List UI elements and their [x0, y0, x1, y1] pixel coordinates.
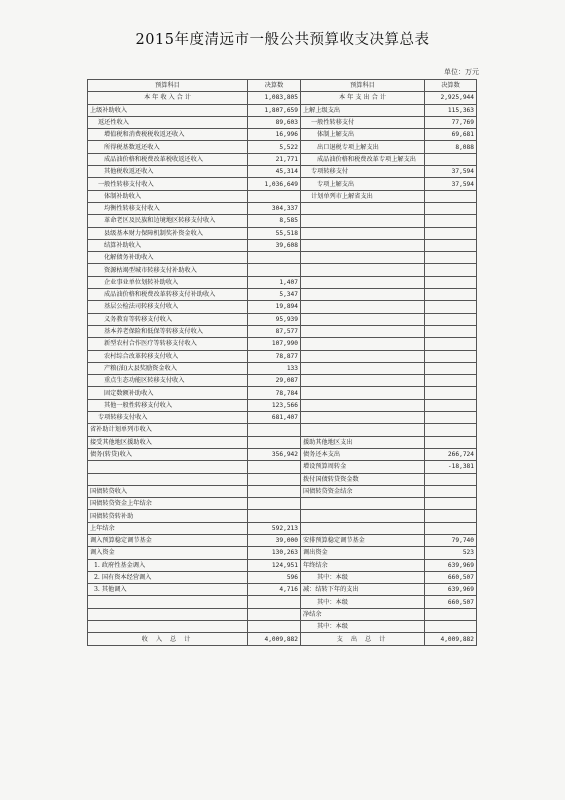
income-amount: 123,566	[248, 399, 301, 411]
income-amount: 87,577	[248, 325, 301, 337]
table-row	[88, 289, 477, 301]
income-item: 重点生态功能区转移支付收入	[88, 375, 248, 387]
income-item: 产粮(油)大县奖励资金收入	[88, 362, 248, 374]
expense-amount: 639,969	[425, 584, 477, 596]
expense-amount: 115,363	[425, 104, 477, 116]
table-row	[88, 338, 477, 350]
income-amount	[248, 608, 301, 620]
income-total-amount: 4,009,882	[248, 633, 301, 645]
income-item: 省补助计划单列市收入	[88, 424, 248, 436]
income-amount: 89,603	[248, 116, 301, 128]
income-amount: 133	[248, 362, 301, 374]
income-item: 基本养老保险和低保等转移支付收入	[88, 325, 248, 337]
table-row	[88, 129, 477, 141]
income-item: 企业事业单位划转补助收入	[88, 276, 248, 288]
table-row	[88, 350, 477, 362]
table-row	[88, 412, 477, 424]
income-item: 1. 政府性基金调入	[88, 559, 248, 571]
expense-amount	[425, 485, 477, 497]
income-amount	[248, 485, 301, 497]
expense-amount: 77,769	[425, 116, 477, 128]
expense-amount	[425, 153, 477, 165]
table-row	[88, 301, 477, 313]
income-item	[88, 473, 248, 485]
table-row	[88, 510, 477, 522]
expense-amount	[425, 621, 477, 633]
expense-item: 债务还本支出	[301, 448, 425, 460]
income-item: 国债转贷收入	[88, 485, 248, 497]
table-row	[88, 424, 477, 436]
table-row	[88, 313, 477, 325]
income-amount	[248, 436, 301, 448]
income-amount	[248, 264, 301, 276]
income-item: 本 年 收 入 合 计	[88, 92, 248, 104]
income-item: 其他税收返还收入	[88, 166, 248, 178]
expense-amount	[425, 473, 477, 485]
expense-item: 安排预算稳定调节基金	[301, 534, 425, 546]
totals-row	[88, 633, 477, 645]
expense-amount	[425, 264, 477, 276]
expense-item	[301, 387, 425, 399]
income-item	[88, 608, 248, 620]
income-amount: 55,518	[248, 227, 301, 239]
expense-item: 计划单列市上解省支出	[301, 190, 425, 202]
table-row	[88, 178, 477, 190]
expense-item: 净结余	[301, 608, 425, 620]
income-amount: 78,877	[248, 350, 301, 362]
income-total-label: 收 入 总 计	[88, 633, 248, 645]
income-amount: 39,000	[248, 534, 301, 546]
table-row	[88, 362, 477, 374]
expense-amount: 660,507	[425, 596, 477, 608]
table-row	[88, 498, 477, 510]
income-amount	[248, 473, 301, 485]
income-amount: 78,784	[248, 387, 301, 399]
expense-item	[301, 215, 425, 227]
expense-amount	[425, 412, 477, 424]
expense-item	[301, 375, 425, 387]
income-amount	[248, 461, 301, 473]
income-amount: 107,990	[248, 338, 301, 350]
table-row	[88, 375, 477, 387]
expense-item	[301, 522, 425, 534]
expense-amount	[425, 215, 477, 227]
expense-item	[301, 202, 425, 214]
table-row	[88, 547, 477, 559]
table-row	[88, 215, 477, 227]
income-amount	[248, 190, 301, 202]
income-item: 上级补助收入	[88, 104, 248, 116]
table-row	[88, 571, 477, 583]
expense-item	[301, 510, 425, 522]
income-item: 结算补助收入	[88, 239, 248, 251]
income-item: 成品油价格和税费改革转移支付补助收入	[88, 289, 248, 301]
expense-item: 成品油价格和税费改革专项上解支出	[301, 153, 425, 165]
expense-item	[301, 362, 425, 374]
expense-amount: 79,740	[425, 534, 477, 546]
table-row	[88, 252, 477, 264]
income-amount: 45,314	[248, 166, 301, 178]
income-amount: 1,407	[248, 276, 301, 288]
table-row	[88, 325, 477, 337]
expense-amount: 523	[425, 547, 477, 559]
expense-item: 增设预算周转金	[301, 461, 425, 473]
expense-item	[301, 264, 425, 276]
income-item: 返还性收入	[88, 116, 248, 128]
expense-total-label: 支 出 总 计	[301, 633, 425, 645]
expense-amount	[425, 239, 477, 251]
table-row	[88, 190, 477, 202]
expense-item	[301, 350, 425, 362]
header-expense-amount: 决算数	[425, 80, 477, 92]
income-amount	[248, 424, 301, 436]
income-amount: 8,585	[248, 215, 301, 227]
expense-amount	[425, 338, 477, 350]
table-row	[88, 153, 477, 165]
table-row	[88, 276, 477, 288]
income-amount: 1,083,805	[248, 92, 301, 104]
income-item: 专项转移支付收入	[88, 412, 248, 424]
expense-item	[301, 498, 425, 510]
table-row	[88, 227, 477, 239]
expense-amount	[425, 190, 477, 202]
expense-item: 援助其他地区支出	[301, 436, 425, 448]
expense-amount	[425, 227, 477, 239]
income-item: 一般性转移支付收入	[88, 178, 248, 190]
expense-item: 上解上级支出	[301, 104, 425, 116]
income-amount: 19,894	[248, 301, 301, 313]
income-item: 债务(转贷)收入	[88, 448, 248, 460]
table-row	[88, 596, 477, 608]
income-amount: 39,608	[248, 239, 301, 251]
income-item: 资源枯竭型城市转移支付补助收入	[88, 264, 248, 276]
table-row	[88, 461, 477, 473]
expense-amount	[425, 362, 477, 374]
income-item: 县级基本财力保障机制奖补资金收入	[88, 227, 248, 239]
income-item: 调入预算稳定调节基金	[88, 534, 248, 546]
expense-item: 专项上解支出	[301, 178, 425, 190]
expense-item	[301, 289, 425, 301]
income-amount	[248, 596, 301, 608]
expense-item: 减：结转下年的支出	[301, 584, 425, 596]
income-amount: 1,036,649	[248, 178, 301, 190]
income-amount: 1,807,659	[248, 104, 301, 116]
expense-amount: -18,381	[425, 461, 477, 473]
table-row	[88, 473, 477, 485]
table-row	[88, 522, 477, 534]
expense-item: 本 年 支 出 合 计	[301, 92, 425, 104]
table-row	[88, 559, 477, 571]
expense-amount	[425, 608, 477, 620]
table-row	[88, 387, 477, 399]
table-row	[88, 202, 477, 214]
expense-amount: 8,088	[425, 141, 477, 153]
expense-amount	[425, 252, 477, 264]
table-row	[88, 239, 477, 251]
expense-amount: 37,594	[425, 178, 477, 190]
income-item	[88, 621, 248, 633]
table-row	[88, 608, 477, 620]
income-item: 农村综合改革转移支付收入	[88, 350, 248, 362]
income-item: 革命老区及民族和边境地区转移支付收入	[88, 215, 248, 227]
income-amount: 21,771	[248, 153, 301, 165]
income-item: 固定数额补助收入	[88, 387, 248, 399]
expense-item	[301, 276, 425, 288]
expense-amount: 266,724	[425, 448, 477, 460]
table-row	[88, 485, 477, 497]
table-header-row	[88, 80, 477, 92]
expense-total-amount: 4,009,882	[425, 633, 477, 645]
expense-item: 体制上解支出	[301, 129, 425, 141]
income-item: 成品油价格和税费改革税收返还收入	[88, 153, 248, 165]
expense-item	[301, 239, 425, 251]
expense-item: 其中：本级	[301, 621, 425, 633]
income-amount: 5,347	[248, 289, 301, 301]
table-row	[88, 104, 477, 116]
income-amount: 29,087	[248, 375, 301, 387]
expense-item: 调出资金	[301, 547, 425, 559]
expense-amount: 37,594	[425, 166, 477, 178]
table-row	[88, 621, 477, 633]
expense-item	[301, 338, 425, 350]
income-amount: 124,951	[248, 559, 301, 571]
income-item: 调入资金	[88, 547, 248, 559]
expense-item: 年终结余	[301, 559, 425, 571]
income-item: 国债转贷转补助	[88, 510, 248, 522]
table-row	[88, 141, 477, 153]
expense-item: 其中：本级	[301, 596, 425, 608]
income-amount: 681,407	[248, 412, 301, 424]
expense-item: 出口退税专项上解支出	[301, 141, 425, 153]
income-item: 上年结余	[88, 522, 248, 534]
income-amount: 95,939	[248, 313, 301, 325]
header-income-amount: 决算数	[248, 80, 301, 92]
expense-item: 专项转移支付	[301, 166, 425, 178]
expense-amount	[425, 325, 477, 337]
income-amount	[248, 498, 301, 510]
expense-amount	[425, 510, 477, 522]
expense-amount	[425, 424, 477, 436]
header-expense-item: 预算科目	[301, 80, 425, 92]
expense-item	[301, 252, 425, 264]
expense-amount	[425, 289, 477, 301]
table-row	[88, 584, 477, 596]
expense-item: 一般性转移支付	[301, 116, 425, 128]
expense-amount: 2,925,944	[425, 92, 477, 104]
expense-amount	[425, 313, 477, 325]
income-amount: 356,942	[248, 448, 301, 460]
income-item: 所得税基数返还收入	[88, 141, 248, 153]
income-item: 体制补助收入	[88, 190, 248, 202]
expense-amount: 69,681	[425, 129, 477, 141]
expense-item	[301, 412, 425, 424]
header-income-item: 预算科目	[88, 80, 248, 92]
income-item: 2. 国有资本经营调入	[88, 571, 248, 583]
income-amount: 596	[248, 571, 301, 583]
expense-item: 其中：本级	[301, 571, 425, 583]
table-row	[88, 264, 477, 276]
income-amount: 304,337	[248, 202, 301, 214]
income-item: 接受其他地区援助收入	[88, 436, 248, 448]
expense-amount	[425, 350, 477, 362]
expense-amount	[425, 202, 477, 214]
expense-amount	[425, 522, 477, 534]
table-row	[88, 534, 477, 546]
income-item: 均衡性转移支付收入	[88, 202, 248, 214]
income-amount: 130,263	[248, 547, 301, 559]
budget-table	[87, 79, 477, 646]
expense-amount: 639,969	[425, 559, 477, 571]
expense-item	[301, 313, 425, 325]
expense-item	[301, 399, 425, 411]
table-row	[88, 399, 477, 411]
income-item: 基层公检法司转移支付收入	[88, 301, 248, 313]
expense-amount	[425, 436, 477, 448]
expense-item: 拨付国债转贷资金数	[301, 473, 425, 485]
income-item: 其他一般性转移支付收入	[88, 399, 248, 411]
expense-item	[301, 227, 425, 239]
expense-item	[301, 424, 425, 436]
table-row	[88, 166, 477, 178]
table-row	[88, 436, 477, 448]
table-row	[88, 116, 477, 128]
table-row	[88, 92, 477, 104]
expense-amount	[425, 276, 477, 288]
income-item	[88, 596, 248, 608]
income-item: 化解债务补助收入	[88, 252, 248, 264]
unit-label: 单位：万元	[444, 68, 479, 76]
income-item: 3. 其他调入	[88, 584, 248, 596]
income-item: 新型农村合作医疗等转移支付收入	[88, 338, 248, 350]
income-item: 国债转贷资金上年结余	[88, 498, 248, 510]
expense-amount	[425, 387, 477, 399]
page-title: 2015年度清远市一般公共预算收支决算总表	[135, 32, 430, 48]
expense-amount	[425, 301, 477, 313]
expense-item	[301, 325, 425, 337]
income-amount: 592,213	[248, 522, 301, 534]
income-amount	[248, 621, 301, 633]
income-amount: 4,716	[248, 584, 301, 596]
expense-amount	[425, 498, 477, 510]
income-item: 义务教育等转移支付收入	[88, 313, 248, 325]
income-amount: 5,522	[248, 141, 301, 153]
income-item	[88, 461, 248, 473]
expense-amount	[425, 375, 477, 387]
expense-item	[301, 301, 425, 313]
expense-item: 国债转贷资金结余	[301, 485, 425, 497]
expense-amount	[425, 399, 477, 411]
table-row	[88, 448, 477, 460]
income-amount	[248, 252, 301, 264]
expense-amount: 660,507	[425, 571, 477, 583]
income-amount: 16,996	[248, 129, 301, 141]
income-item: 增值税和消费税税收返还收入	[88, 129, 248, 141]
income-amount	[248, 510, 301, 522]
